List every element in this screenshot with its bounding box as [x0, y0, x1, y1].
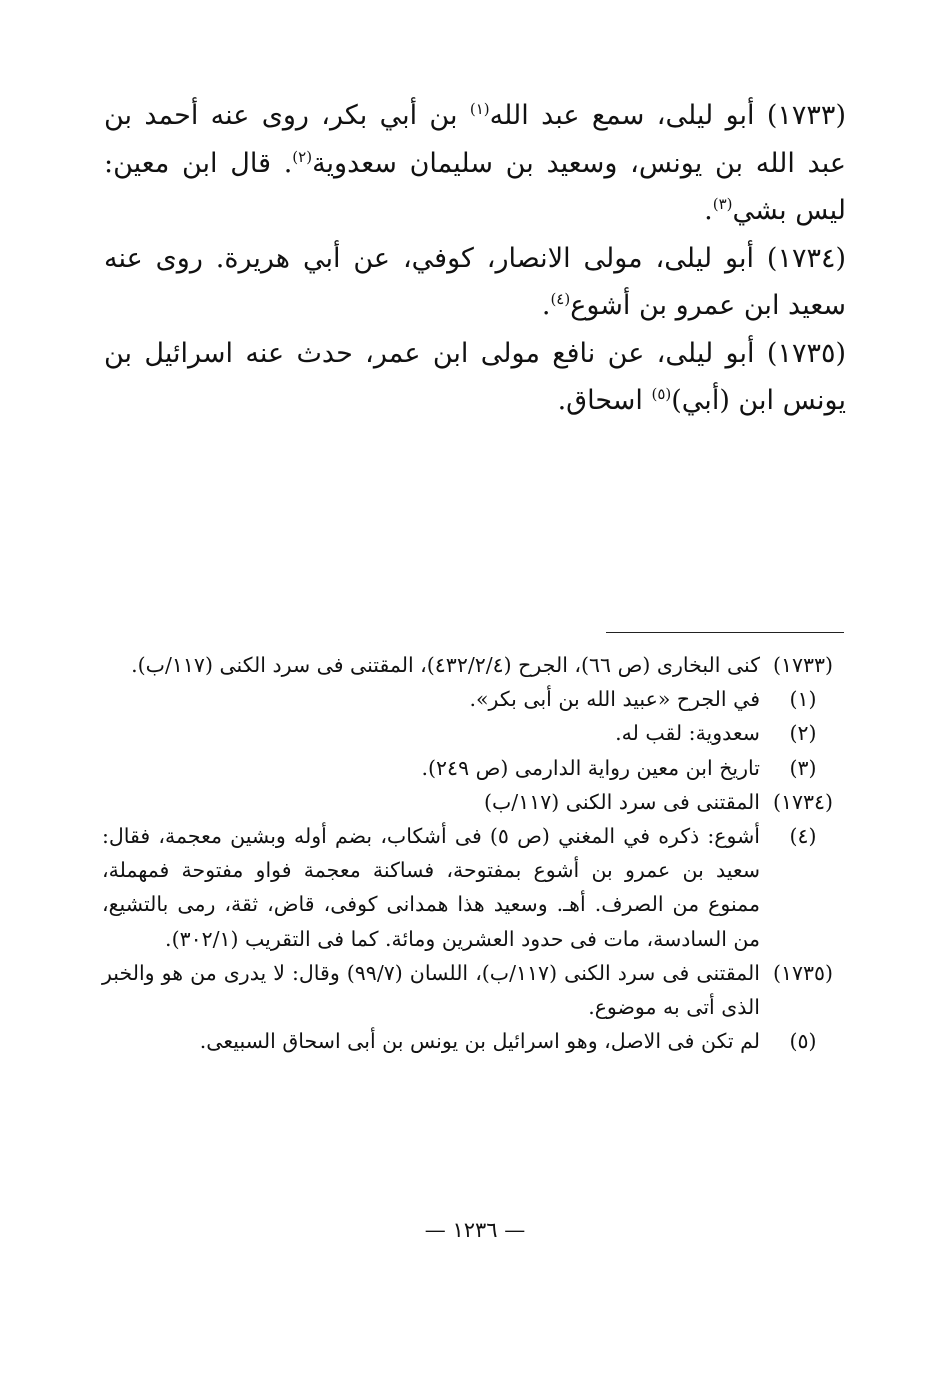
footnote-separator [606, 632, 844, 633]
entry-text: أبو ليلى، سمع عبد الله [489, 100, 755, 131]
footnote-ref: (٣) [712, 195, 733, 213]
entry-number: (١٧٣٤) [766, 242, 846, 274]
footnote-3 [102, 751, 846, 785]
entry-1734 [104, 235, 846, 330]
footnote-text: سعدوية: لقب له. [615, 721, 760, 746]
footnote-text: المقتنى فى سرد الكنى (١١٧/ب)، اللسان (٩٩/٧) وقال: لا يدرى من هو والخبر الذى أتى به موضوع. [102, 960, 760, 1020]
entry-text: بن أبي بكر، روى عنه أحمد بن عبد الله بن يونس، وسعيد بن سليمان سعدوية [104, 100, 846, 179]
footnote-2 [102, 716, 846, 750]
footnote-number: (٥) [789, 1029, 817, 1054]
footnote-text: أشوع: ذكره في المغني (ص ٥) فى أشكاب، بضم أوله وبشين معجمة، فقال: سعيد بن عمرو بن أشوع بمفتوحة، فساكنة معجمة فواو مفتوحة فمهملة، ممنوع من الصرف. أهـ. وسعيد هذا همدانى كوفى، قاض، ثقة، رمى بالتشيع، من السادسة، مات فى حدود العشرين ومائة. كما فى التقريب (٣٠٢/١). [102, 824, 760, 951]
footnote-ref: (٤) [550, 290, 571, 308]
footnote-number: (١٧٣٤) [772, 789, 834, 814]
footnote-5 [102, 1024, 846, 1058]
footnote-ref: (٢) [292, 147, 313, 166]
footnote-number: (١) [789, 687, 817, 712]
footnote-1735 [102, 956, 846, 1024]
footnote-number: (٣) [789, 755, 817, 780]
entry-text: . [704, 195, 713, 226]
footnote-number: (٢) [789, 721, 817, 746]
footnote-text: المقتنى فى سرد الكنى (١١٧/ب) [484, 789, 760, 814]
entry-text: أبو ليلى، مولى الانصار، كوفي، عن أبي هريرة. روى عنه سعيد ابن عمرو بن أشوع [104, 242, 846, 321]
entry-text: . [541, 290, 551, 321]
footnote-text: لم تكن فى الاصل، وهو اسرائيل بن يونس بن أبى اسحاق السبيعى. [199, 1029, 760, 1054]
footnote-1 [102, 682, 846, 716]
entry-text: اسحاق. [557, 385, 652, 416]
footnote-text: في الجرح «عبيد الله بن أبى بكر». [469, 687, 760, 712]
entry-number: (١٧٣٣) [766, 100, 846, 131]
footnote-4 [102, 819, 846, 956]
entry-1735 [104, 330, 846, 425]
footnotes [102, 648, 846, 1058]
entry-text: أبو ليلى، عن نافع مولى ابن عمر، حدث عنه اسرائيل بن يونس ابن (أبي) [104, 337, 846, 416]
footnote-text: كنى البخارى (ص ٦٦)، الجرح (٤٣٢/٢/٤)، المقتنى فى سرد الكنى (١١٧/ب). [131, 653, 760, 677]
footnote-number: (١٧٣٣) [772, 653, 834, 677]
footnote-ref: (٥) [651, 385, 672, 403]
footnote-number: (١٧٣٥) [772, 960, 834, 985]
entry-1733 [104, 92, 846, 235]
entry-number: (١٧٣٥) [766, 337, 846, 369]
footnote-text: تاريخ ابن معين رواية الدارمى (ص ٢٤٩). [421, 755, 760, 780]
footnote-1734 [102, 785, 846, 819]
page-number: — ١٢٣٦ — [424, 1218, 526, 1242]
footnote-ref: (١) [469, 100, 490, 118]
footnote-number: (٤) [789, 824, 817, 849]
main-text [104, 92, 846, 425]
footnote-1733 [102, 648, 846, 682]
entry-text: . قال ابن معين: ليس بشي [104, 147, 846, 226]
